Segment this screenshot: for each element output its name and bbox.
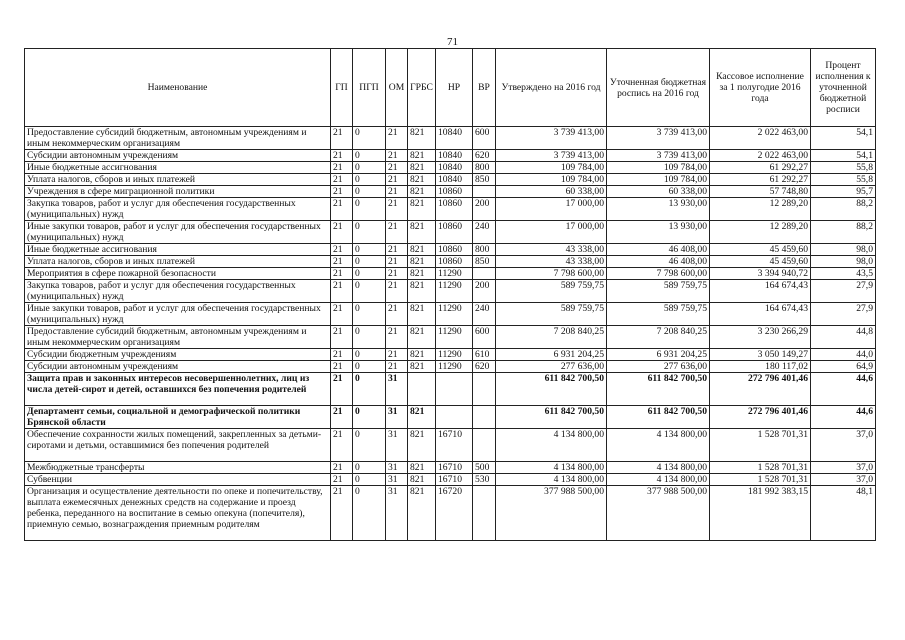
cell-nr: 11290 xyxy=(436,349,473,361)
table-row xyxy=(25,221,876,244)
cell-percent: 43,5 xyxy=(811,268,876,280)
cell-nr: 11290 xyxy=(436,280,473,303)
cell-pgp: 0 xyxy=(353,174,386,186)
cell-gp: 21 xyxy=(331,186,353,198)
cell-approved: 3 739 413,00 xyxy=(496,127,607,150)
cell-nr: 11290 xyxy=(436,303,473,326)
cell-nr: 11290 xyxy=(436,326,473,349)
cell-nr: 10840 xyxy=(436,162,473,174)
cell-pgp: 0 xyxy=(353,150,386,162)
cell-vr: 620 xyxy=(473,150,496,162)
cell-gp: 21 xyxy=(331,349,353,361)
table-row xyxy=(25,303,876,326)
cell-nr: 10860 xyxy=(436,256,473,268)
cell-grbs: 821 xyxy=(408,280,436,303)
cell-cash: 164 674,43 xyxy=(710,303,811,326)
cell-percent: 44,6 xyxy=(811,406,876,429)
cell-percent: 44,0 xyxy=(811,349,876,361)
table-row xyxy=(25,486,876,541)
cell-om: 21 xyxy=(386,361,408,373)
cell-nr: 16710 xyxy=(436,462,473,474)
header-approved: Утверждено на 2016 год xyxy=(496,49,607,127)
cell-gp: 21 xyxy=(331,198,353,221)
cell-om: 21 xyxy=(386,198,408,221)
cell-om: 31 xyxy=(386,406,408,429)
cell-vr: 240 xyxy=(473,303,496,326)
cell-nr xyxy=(436,373,473,406)
table-row xyxy=(25,280,876,303)
cell-refined: 46 408,00 xyxy=(607,256,710,268)
cell-pgp: 0 xyxy=(353,474,386,486)
cell-nr: 16710 xyxy=(436,474,473,486)
cell-pgp: 0 xyxy=(353,373,386,406)
cell-grbs: 821 xyxy=(408,127,436,150)
cell-name: Субсидии автономным учреждениям xyxy=(25,361,331,373)
cell-approved: 17 000,00 xyxy=(496,198,607,221)
cell-percent: 98,0 xyxy=(811,244,876,256)
cell-cash: 3 050 149,27 xyxy=(710,349,811,361)
cell-gp: 21 xyxy=(331,361,353,373)
cell-grbs: 821 xyxy=(408,244,436,256)
cell-approved: 7 798 600,00 xyxy=(496,268,607,280)
cell-vr: 610 xyxy=(473,349,496,361)
cell-grbs: 821 xyxy=(408,361,436,373)
cell-vr: 530 xyxy=(473,474,496,486)
cell-refined: 277 636,00 xyxy=(607,361,710,373)
cell-nr: 10860 xyxy=(436,244,473,256)
cell-pgp: 0 xyxy=(353,162,386,174)
cell-refined: 109 784,00 xyxy=(607,162,710,174)
cell-refined: 611 842 700,50 xyxy=(607,406,710,429)
cell-refined: 589 759,75 xyxy=(607,280,710,303)
cell-percent: 98,0 xyxy=(811,256,876,268)
table-row xyxy=(25,150,876,162)
table-header-row xyxy=(25,49,876,127)
cell-approved: 3 739 413,00 xyxy=(496,150,607,162)
cell-refined: 109 784,00 xyxy=(607,174,710,186)
header-percent: Процент исполнения к уточненной бюджетной росписи xyxy=(811,49,876,127)
table-row xyxy=(25,186,876,198)
table-row xyxy=(25,268,876,280)
cell-gp: 21 xyxy=(331,406,353,429)
cell-om: 21 xyxy=(386,349,408,361)
cell-refined: 4 134 800,00 xyxy=(607,462,710,474)
cell-vr: 620 xyxy=(473,361,496,373)
cell-gp: 21 xyxy=(331,373,353,406)
cell-name: Субвенции xyxy=(25,474,331,486)
cell-vr: 850 xyxy=(473,256,496,268)
cell-nr: 10860 xyxy=(436,186,473,198)
cell-grbs: 821 xyxy=(408,303,436,326)
cell-pgp: 0 xyxy=(353,349,386,361)
cell-nr: 10860 xyxy=(436,198,473,221)
cell-vr: 600 xyxy=(473,127,496,150)
cell-approved: 4 134 800,00 xyxy=(496,462,607,474)
cell-gp: 21 xyxy=(331,474,353,486)
cell-refined: 7 208 840,25 xyxy=(607,326,710,349)
cell-percent: 37,0 xyxy=(811,429,876,462)
cell-percent: 44,6 xyxy=(811,373,876,406)
cell-nr: 11290 xyxy=(436,361,473,373)
cell-vr: 800 xyxy=(473,162,496,174)
cell-grbs: 821 xyxy=(408,326,436,349)
cell-grbs: 821 xyxy=(408,162,436,174)
cell-cash: 181 992 383,15 xyxy=(710,486,811,541)
cell-om: 21 xyxy=(386,186,408,198)
cell-grbs: 821 xyxy=(408,462,436,474)
cell-percent: 44,8 xyxy=(811,326,876,349)
cell-gp: 21 xyxy=(331,174,353,186)
cell-grbs: 821 xyxy=(408,174,436,186)
cell-grbs: 821 xyxy=(408,349,436,361)
cell-percent: 37,0 xyxy=(811,474,876,486)
cell-name: Защита прав и законных интересов несовершеннолетних, лиц из числа детей-сирот и детей, оставшихся без попечения родителей xyxy=(25,373,331,406)
cell-cash: 12 289,20 xyxy=(710,198,811,221)
cell-cash: 61 292,27 xyxy=(710,174,811,186)
table-row xyxy=(25,256,876,268)
cell-refined: 4 134 800,00 xyxy=(607,429,710,462)
cell-percent: 37,0 xyxy=(811,462,876,474)
cell-gp: 21 xyxy=(331,244,353,256)
cell-grbs: 821 xyxy=(408,256,436,268)
cell-vr xyxy=(473,373,496,406)
cell-approved: 589 759,75 xyxy=(496,303,607,326)
cell-om: 31 xyxy=(386,462,408,474)
cell-cash: 57 748,80 xyxy=(710,186,811,198)
cell-nr: 16710 xyxy=(436,429,473,462)
cell-refined: 13 930,00 xyxy=(607,198,710,221)
cell-approved: 4 134 800,00 xyxy=(496,429,607,462)
cell-percent: 64,9 xyxy=(811,361,876,373)
cell-pgp: 0 xyxy=(353,186,386,198)
cell-name: Учреждения в сфере миграционной политики xyxy=(25,186,331,198)
cell-om: 21 xyxy=(386,256,408,268)
cell-refined: 60 338,00 xyxy=(607,186,710,198)
header-nr: НР xyxy=(436,49,473,127)
cell-pgp: 0 xyxy=(353,256,386,268)
cell-cash: 3 230 266,29 xyxy=(710,326,811,349)
header-vr: ВР xyxy=(473,49,496,127)
cell-om: 31 xyxy=(386,486,408,541)
cell-om: 21 xyxy=(386,221,408,244)
cell-gp: 21 xyxy=(331,162,353,174)
cell-om: 21 xyxy=(386,303,408,326)
cell-nr: 10840 xyxy=(436,174,473,186)
cell-gp: 21 xyxy=(331,303,353,326)
cell-refined: 377 988 500,00 xyxy=(607,486,710,541)
cell-gp: 21 xyxy=(331,127,353,150)
cell-om: 21 xyxy=(386,150,408,162)
cell-name: Иные бюджетные ассигнования xyxy=(25,162,331,174)
table-row xyxy=(25,406,876,429)
cell-gp: 21 xyxy=(331,268,353,280)
cell-pgp: 0 xyxy=(353,127,386,150)
cell-pgp: 0 xyxy=(353,244,386,256)
cell-pgp: 0 xyxy=(353,303,386,326)
table-row xyxy=(25,474,876,486)
cell-vr xyxy=(473,429,496,462)
cell-pgp: 0 xyxy=(353,221,386,244)
cell-cash: 2 022 463,00 xyxy=(710,150,811,162)
cell-percent: 54,1 xyxy=(811,127,876,150)
cell-pgp: 0 xyxy=(353,326,386,349)
cell-cash: 2 022 463,00 xyxy=(710,127,811,150)
budget-table xyxy=(24,48,876,541)
cell-pgp: 0 xyxy=(353,462,386,474)
table-row xyxy=(25,429,876,462)
table-row xyxy=(25,361,876,373)
cell-vr: 850 xyxy=(473,174,496,186)
cell-cash: 1 528 701,31 xyxy=(710,474,811,486)
header-grbs: ГРБС xyxy=(408,49,436,127)
header-cash: Кассовое исполнение за 1 полугодие 2016 года xyxy=(710,49,811,127)
cell-gp: 21 xyxy=(331,150,353,162)
header-om: ОМ xyxy=(386,49,408,127)
table-row xyxy=(25,326,876,349)
table-row xyxy=(25,244,876,256)
cell-name: Предоставление субсидий бюджетным, автономным учреждениям и иным некоммерческим организациям xyxy=(25,326,331,349)
page-number: 71 xyxy=(447,36,458,48)
cell-refined: 611 842 700,50 xyxy=(607,373,710,406)
cell-refined: 4 134 800,00 xyxy=(607,474,710,486)
cell-approved: 377 988 500,00 xyxy=(496,486,607,541)
table-row xyxy=(25,349,876,361)
cell-om: 21 xyxy=(386,127,408,150)
header-name: Наименование xyxy=(25,49,331,127)
cell-name: Уплата налогов, сборов и иных платежей xyxy=(25,256,331,268)
cell-om: 31 xyxy=(386,429,408,462)
cell-vr: 800 xyxy=(473,244,496,256)
cell-name: Закупка товаров, работ и услуг для обеспечения государственных (муниципальных) нужд xyxy=(25,198,331,221)
cell-percent: 55,8 xyxy=(811,174,876,186)
cell-name: Департамент семьи, социальной и демографической политики Брянской области xyxy=(25,406,331,429)
cell-om: 21 xyxy=(386,280,408,303)
table-row xyxy=(25,162,876,174)
cell-percent: 88,2 xyxy=(811,198,876,221)
cell-refined: 589 759,75 xyxy=(607,303,710,326)
cell-name: Закупка товаров, работ и услуг для обеспечения государственных (муниципальных) нужд xyxy=(25,280,331,303)
cell-gp: 21 xyxy=(331,221,353,244)
table-row xyxy=(25,462,876,474)
cell-approved: 43 338,00 xyxy=(496,244,607,256)
cell-name: Субсидии автономным учреждениям xyxy=(25,150,331,162)
cell-name: Предоставление субсидий бюджетным, автономным учреждениям и иным некоммерческим организациям xyxy=(25,127,331,150)
cell-grbs: 821 xyxy=(408,474,436,486)
cell-refined: 3 739 413,00 xyxy=(607,127,710,150)
cell-approved: 611 842 700,50 xyxy=(496,406,607,429)
cell-grbs: 821 xyxy=(408,486,436,541)
cell-name: Межбюджетные трансферты xyxy=(25,462,331,474)
cell-pgp: 0 xyxy=(353,406,386,429)
cell-vr: 600 xyxy=(473,326,496,349)
cell-cash: 180 117,02 xyxy=(710,361,811,373)
table-row xyxy=(25,373,876,406)
header-gp: ГП xyxy=(331,49,353,127)
cell-grbs: 821 xyxy=(408,406,436,429)
cell-grbs xyxy=(408,373,436,406)
cell-name: Иные закупки товаров, работ и услуг для обеспечения государственных (муниципальных) нужд xyxy=(25,303,331,326)
cell-gp: 21 xyxy=(331,462,353,474)
cell-pgp: 0 xyxy=(353,486,386,541)
cell-percent: 88,2 xyxy=(811,221,876,244)
cell-cash: 1 528 701,31 xyxy=(710,462,811,474)
header-pgp: ПГП xyxy=(353,49,386,127)
cell-vr xyxy=(473,186,496,198)
cell-approved: 109 784,00 xyxy=(496,174,607,186)
cell-name: Субсидии бюджетным учреждениям xyxy=(25,349,331,361)
cell-approved: 109 784,00 xyxy=(496,162,607,174)
cell-cash: 45 459,60 xyxy=(710,256,811,268)
cell-approved: 60 338,00 xyxy=(496,186,607,198)
cell-vr: 240 xyxy=(473,221,496,244)
cell-cash: 164 674,43 xyxy=(710,280,811,303)
cell-gp: 21 xyxy=(331,280,353,303)
cell-nr xyxy=(436,406,473,429)
cell-cash: 12 289,20 xyxy=(710,221,811,244)
cell-om: 21 xyxy=(386,268,408,280)
cell-gp: 21 xyxy=(331,429,353,462)
cell-pgp: 0 xyxy=(353,361,386,373)
cell-percent: 55,8 xyxy=(811,162,876,174)
cell-cash: 61 292,27 xyxy=(710,162,811,174)
cell-vr xyxy=(473,486,496,541)
cell-cash: 272 796 401,46 xyxy=(710,406,811,429)
cell-grbs: 821 xyxy=(408,429,436,462)
cell-om: 21 xyxy=(386,326,408,349)
cell-cash: 45 459,60 xyxy=(710,244,811,256)
cell-approved: 589 759,75 xyxy=(496,280,607,303)
cell-nr: 11290 xyxy=(436,268,473,280)
cell-approved: 7 208 840,25 xyxy=(496,326,607,349)
cell-pgp: 0 xyxy=(353,429,386,462)
cell-percent: 48,1 xyxy=(811,486,876,541)
cell-om: 31 xyxy=(386,373,408,406)
cell-percent: 27,9 xyxy=(811,280,876,303)
cell-refined: 3 739 413,00 xyxy=(607,150,710,162)
cell-nr: 10860 xyxy=(436,221,473,244)
cell-vr: 200 xyxy=(473,280,496,303)
cell-vr xyxy=(473,406,496,429)
cell-approved: 43 338,00 xyxy=(496,256,607,268)
cell-gp: 21 xyxy=(331,326,353,349)
cell-name: Обеспечение сохранности жилых помещений, закрепленных за детьми-сиротами и детьми, оставшимися без попечения родителей xyxy=(25,429,331,462)
table-row xyxy=(25,198,876,221)
cell-grbs: 821 xyxy=(408,186,436,198)
cell-pgp: 0 xyxy=(353,198,386,221)
table-row xyxy=(25,174,876,186)
cell-approved: 6 931 204,25 xyxy=(496,349,607,361)
cell-grbs: 821 xyxy=(408,268,436,280)
cell-grbs: 821 xyxy=(408,198,436,221)
cell-nr: 10840 xyxy=(436,127,473,150)
cell-om: 21 xyxy=(386,174,408,186)
cell-cash: 1 528 701,31 xyxy=(710,429,811,462)
cell-name: Иные закупки товаров, работ и услуг для обеспечения государственных (муниципальных) нужд xyxy=(25,221,331,244)
cell-approved: 611 842 700,50 xyxy=(496,373,607,406)
cell-refined: 46 408,00 xyxy=(607,244,710,256)
cell-vr: 500 xyxy=(473,462,496,474)
cell-refined: 6 931 204,25 xyxy=(607,349,710,361)
cell-pgp: 0 xyxy=(353,268,386,280)
cell-name: Организация и осуществление деятельности по опеке и попечительству, выплата ежемесячных денежных средств на содержание и проезд ребенка, переданного на воспитание в семью опекуна (попечителя), приемную семью, вознаграждения приемным родителям xyxy=(25,486,331,541)
table-body xyxy=(25,127,876,541)
cell-name: Уплата налогов, сборов и иных платежей xyxy=(25,174,331,186)
cell-gp: 21 xyxy=(331,486,353,541)
cell-cash: 3 394 940,72 xyxy=(710,268,811,280)
cell-approved: 277 636,00 xyxy=(496,361,607,373)
cell-refined: 13 930,00 xyxy=(607,221,710,244)
cell-name: Иные бюджетные ассигнования xyxy=(25,244,331,256)
cell-nr: 10840 xyxy=(436,150,473,162)
cell-name: Мероприятия в сфере пожарной безопасности xyxy=(25,268,331,280)
cell-om: 21 xyxy=(386,244,408,256)
cell-vr: 200 xyxy=(473,198,496,221)
header-refined: Уточненная бюджетная роспись на 2016 год xyxy=(607,49,710,127)
cell-percent: 27,9 xyxy=(811,303,876,326)
cell-vr xyxy=(473,268,496,280)
cell-percent: 95,7 xyxy=(811,186,876,198)
cell-percent: 54,1 xyxy=(811,150,876,162)
cell-cash: 272 796 401,46 xyxy=(710,373,811,406)
cell-approved: 4 134 800,00 xyxy=(496,474,607,486)
table-row xyxy=(25,127,876,150)
cell-approved: 17 000,00 xyxy=(496,221,607,244)
cell-om: 21 xyxy=(386,162,408,174)
cell-grbs: 821 xyxy=(408,221,436,244)
cell-pgp: 0 xyxy=(353,280,386,303)
cell-refined: 7 798 600,00 xyxy=(607,268,710,280)
cell-om: 31 xyxy=(386,474,408,486)
cell-gp: 21 xyxy=(331,256,353,268)
cell-nr: 16720 xyxy=(436,486,473,541)
cell-grbs: 821 xyxy=(408,150,436,162)
